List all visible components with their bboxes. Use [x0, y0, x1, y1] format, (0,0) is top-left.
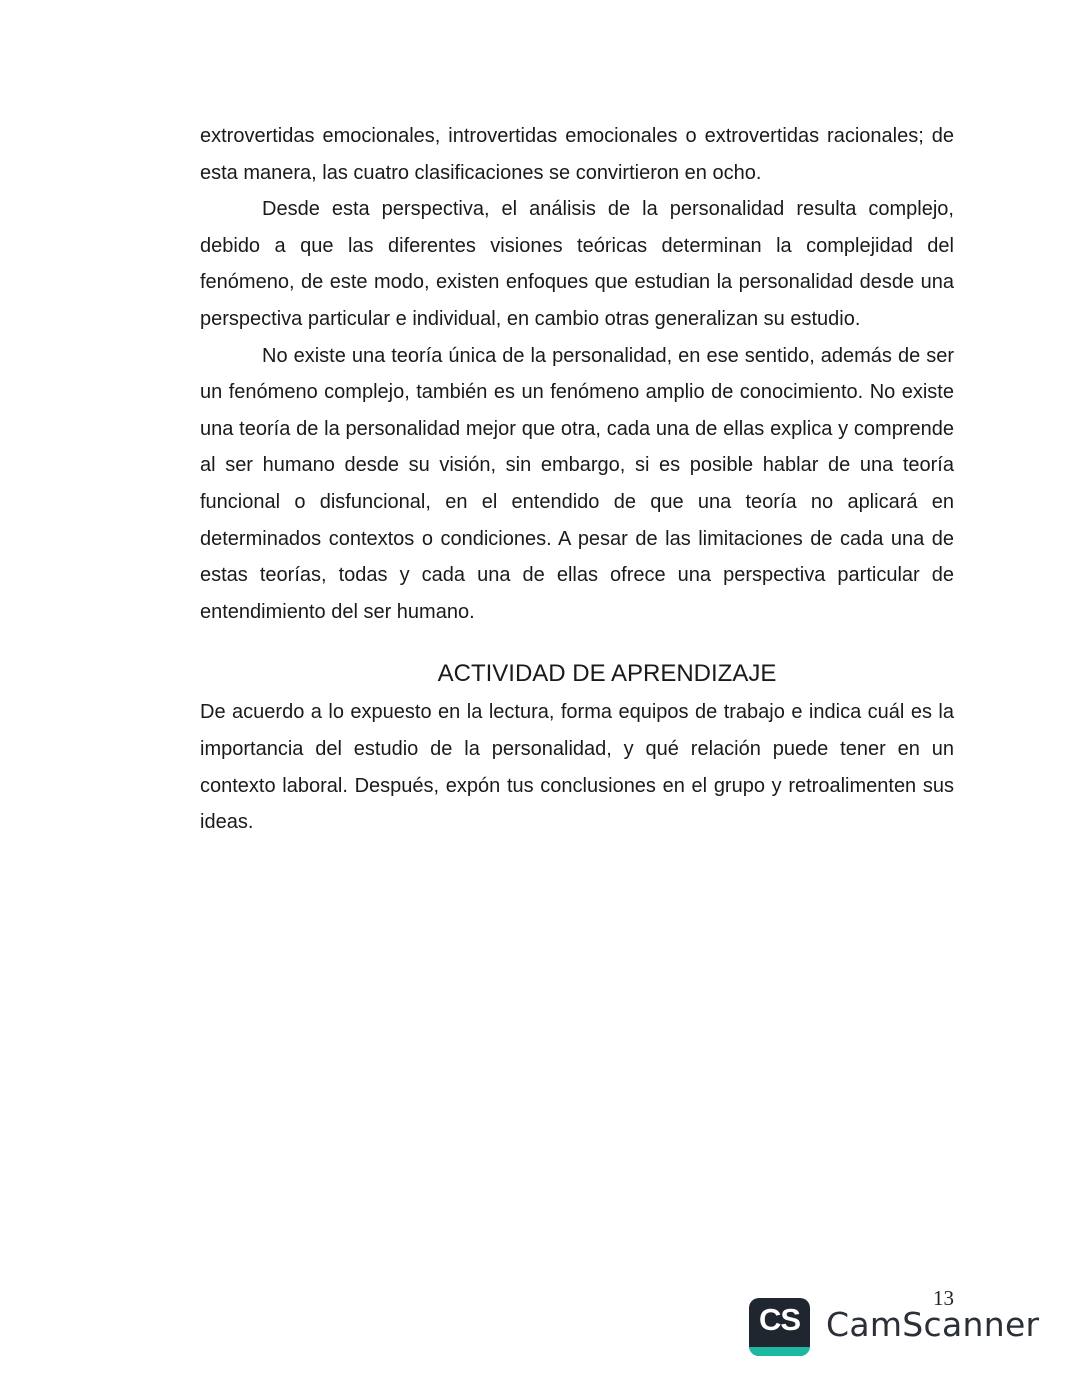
page-number: 13 [933, 1286, 954, 1310]
paragraph-continuation: extrovertidas emocionales, introvertidas emocionales o extrovertidas racionales; de esta manera, las cuatro clasificaciones se convirtieron en ocho. [200, 125, 954, 184]
camscanner-logo-text: CS [758, 1302, 801, 1337]
camscanner-brand-name: CamScanner [826, 1305, 1040, 1344]
activity-heading: ACTIVIDAD DE APRENDIZAJE [437, 660, 777, 688]
activity-text: De acuerdo a lo expuesto en la lectura, forma equipos de trabajo e indica cuál es la importancia del estudio de la personalidad, y qué relación puede tener en un contexto laboral. Después, expón tus conclusiones en el grupo y retroalimenten sus ideas. [200, 701, 954, 834]
document-body [200, 118, 954, 841]
camscanner-logo-accent-bar [749, 1347, 810, 1356]
paragraph-no-unique-theory: No existe una teoría única de la personalidad, en ese sentido, además de ser un fenómeno complejo, también es un fenómeno amplio de conocimiento. No existe una teoría de la personalidad mejor que otra, cada una de ellas explica y comprende al ser humano desde su visión, sin embargo, si es posible hablar de una teoría funcional o disfuncional, en el entendido de que una teoría no aplicará en determinados contextos o condiciones. A pesar de las limitaciones de cada una de estas teorías, todas y cada una de ellas ofrece una perspectiva particular de entendimiento del ser humano. [200, 344, 954, 623]
camscanner-logo-icon [749, 1298, 810, 1356]
paragraph-perspective: Desde esta perspectiva, el análisis de la personalidad resulta complejo, debido a que las diferentes visiones teóricas determinan la complejidad del fenómeno, de este modo, existen enfoques que estudian la personalidad desde una perspectiva particular e individual, en cambio otras generalizan su estudio. [200, 198, 954, 330]
